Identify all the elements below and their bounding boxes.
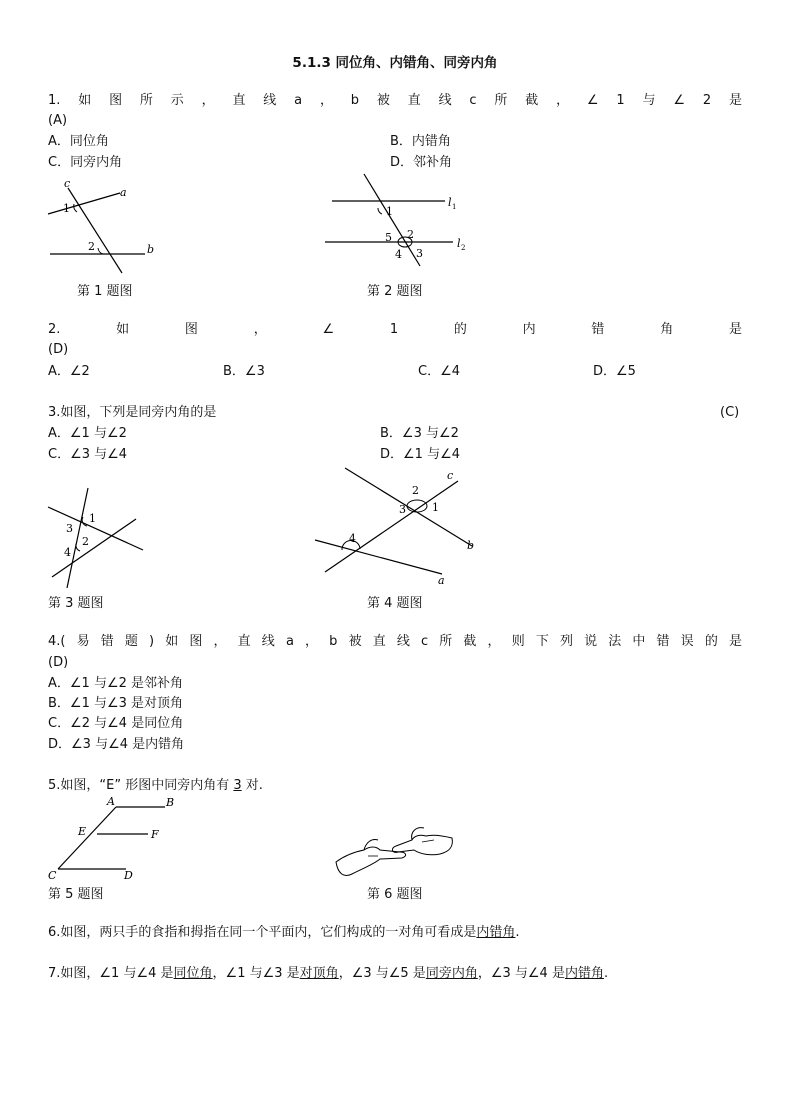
q1-stem-char: 如	[78, 93, 92, 108]
figure-2	[320, 170, 480, 270]
q4-stem-char: 图	[189, 634, 203, 649]
q4-stem-char: 所	[439, 634, 453, 649]
q1-stem-char: 所	[494, 93, 508, 108]
q3-option-d: D．∠1 与∠4	[380, 447, 460, 462]
q4-stem-char: c	[420, 634, 429, 649]
q4-stem-char: 截	[463, 634, 477, 649]
figure-4	[310, 462, 480, 592]
q2-option-d: D．∠5	[593, 364, 636, 379]
fig3-label-3: 3	[66, 522, 73, 535]
q4-stem-char: ，	[487, 634, 501, 649]
q1-stem-char: 直	[232, 93, 246, 108]
figure-3	[40, 482, 150, 592]
q1-answer: (A)	[48, 113, 68, 128]
q1-stem-char: 2	[702, 93, 712, 108]
q4-option-c: C．∠2 与∠4 是同位角	[48, 716, 184, 731]
q1-stem-char: ，	[556, 93, 570, 108]
q4-stem-char: ，	[305, 634, 319, 649]
page-title: 5.1.3 同位角、内错角、同旁内角	[292, 55, 498, 71]
q5-stem	[48, 778, 263, 794]
q2-stem-char: 内	[522, 322, 536, 337]
figure-5	[40, 793, 180, 885]
q3-option-a: A．∠1 与∠2	[48, 426, 127, 441]
q6-stem	[48, 925, 520, 941]
fig3-label-4: 4	[64, 546, 71, 559]
fig4-label-b: b	[467, 539, 475, 552]
q1-stem-char: 被	[376, 93, 390, 108]
fig1-label-a: a	[120, 186, 127, 199]
q4-option-d: D．∠3 与∠4 是内错角	[48, 737, 185, 752]
q7-stem	[48, 966, 608, 982]
q5-answer: 3	[233, 778, 242, 793]
q4-option-a: A．∠1 与∠2 是邻补角	[48, 676, 184, 691]
q2-option-b: B．∠3	[223, 364, 265, 379]
fig4-label-2: 2	[412, 484, 419, 497]
q3-answer: (C)	[720, 405, 740, 420]
fig4-label-1: 1	[432, 501, 439, 514]
q2-answer: (D)	[48, 342, 69, 357]
figure-6-hands	[330, 822, 460, 882]
q4-stem-char: )	[149, 634, 155, 649]
q1-stem-char: 所	[139, 93, 153, 108]
q4-stem-char: a	[285, 634, 294, 649]
q2-stem-char: ∠	[322, 322, 335, 337]
fig5-label-B: B	[166, 796, 175, 809]
q2-stem-char: 图	[184, 322, 198, 337]
q1-stem-char: 图	[109, 93, 123, 108]
q4-stem-char: 题	[124, 634, 138, 649]
q1-stem-char: 截	[525, 93, 539, 108]
q4-stem-char: 易	[76, 634, 90, 649]
q3-option-b: B．∠3 与∠2	[380, 426, 459, 441]
q5-text-pre: 5.如图，“E” 形图中同旁内角有	[48, 778, 234, 793]
q7-text-4: ，∠3 与∠4 是	[477, 966, 565, 981]
fig1-label-2: 2	[88, 240, 95, 253]
fig2-label-3: 3	[416, 247, 423, 260]
q1-stem-char: ，	[319, 93, 333, 108]
q4-stem-char: 直	[372, 634, 386, 649]
q4-stem	[48, 634, 742, 650]
q1-stem-char: 1.	[48, 93, 61, 108]
q4-stem-char: 则	[511, 634, 525, 649]
q7-text-1: 7.如图，∠1 与∠4 是	[48, 966, 174, 981]
q1-stem-char: 线	[263, 93, 277, 108]
q7-answer-1: 同位角	[173, 966, 213, 981]
fig5-label-C: C	[48, 869, 57, 882]
q1-option-c: C．同旁内角	[48, 155, 123, 170]
fig2-label-5: 5	[385, 231, 392, 244]
q4-stem-char: 线	[396, 634, 410, 649]
q1-stem-char: 直	[407, 93, 421, 108]
fig2-label-l1: l	[448, 196, 452, 209]
q4-stem-char: 误	[680, 634, 694, 649]
fig2-label-l2-sub: 2	[461, 244, 466, 252]
q4-stem-char: b	[329, 634, 338, 649]
fig5-label-D: D	[124, 869, 133, 882]
q2-stem-char: 错	[591, 322, 605, 337]
fig4-caption: 第 4 题图	[367, 596, 423, 611]
fig1-label-c: c	[64, 177, 71, 190]
fig2-label-l2: l	[457, 237, 461, 250]
q7-answer-3: 同旁内角	[425, 966, 478, 981]
q4-stem-char: 列	[559, 634, 573, 649]
fig2-label-2: 2	[407, 228, 414, 241]
fig5-label-A: A	[107, 795, 115, 808]
q1-stem-char: 示	[170, 93, 184, 108]
fig2-label-l1-sub: 1	[452, 203, 457, 211]
fig2-label-4: 4	[395, 248, 402, 261]
q4-stem-char: 说	[584, 634, 598, 649]
q4-answer: (D)	[48, 655, 69, 670]
q1-stem-char: 与	[642, 93, 656, 108]
q1-stem	[48, 93, 742, 109]
q2-stem-char: 是	[728, 322, 742, 337]
fig3-label-1: 1	[89, 512, 96, 525]
fig2-label-1: 1	[386, 205, 393, 218]
q4-stem-char: 如	[165, 634, 179, 649]
fig3-label-2: 2	[82, 535, 89, 548]
q1-stem-char: 1	[616, 93, 625, 108]
q4-stem-char: 直	[237, 634, 251, 649]
q2-option-a: A．∠2	[48, 364, 90, 379]
q6-text-post: .	[515, 925, 520, 940]
q4-stem-char: 被	[348, 634, 362, 649]
q1-option-b: B．内错角	[390, 134, 451, 149]
q2-stem	[48, 322, 742, 338]
q4-stem-char: 错	[656, 634, 670, 649]
q4-stem-char: ，	[213, 634, 227, 649]
q2-stem-char: 1	[389, 322, 399, 337]
fig5-label-F: F	[151, 828, 159, 841]
q4-stem-char: 法	[608, 634, 622, 649]
q6-text-pre: 6.如图，两只手的食指和拇指在同一个平面内，它们构成的一对角可看成是	[48, 925, 477, 940]
q4-stem-char: 错	[100, 634, 114, 649]
q1-stem-char: a	[294, 93, 303, 108]
fig4-label-c: c	[447, 469, 454, 482]
fig4-label-a: a	[438, 574, 445, 587]
q3-stem: 3.如图，下列是同旁内角的是	[48, 405, 217, 420]
q2-stem-char: 如	[116, 322, 130, 337]
q1-stem-char: b	[350, 93, 360, 108]
figure-1	[40, 176, 180, 276]
q2-stem-char: 的	[453, 322, 467, 337]
q4-stem-char: 中	[632, 634, 646, 649]
q1-stem-char: ，	[201, 93, 215, 108]
fig2-caption: 第 2 题图	[367, 284, 423, 299]
fig4-label-3: 3	[399, 503, 406, 516]
q7-text-5: .	[603, 966, 609, 981]
q6-answer: 内错角	[476, 925, 516, 940]
q2-option-c: C．∠4	[418, 364, 461, 379]
q1-stem-char: ∠	[673, 93, 686, 108]
q1-stem-char: 是	[728, 93, 742, 108]
fig5-caption: 第 5 题图	[48, 887, 104, 902]
q4-option-b: B．∠1 与∠3 是对顶角	[48, 696, 184, 711]
q7-text-3: ，∠3 与∠5 是	[338, 966, 426, 981]
q1-stem-char: 线	[438, 93, 452, 108]
q4-stem-char: 线	[261, 634, 275, 649]
q4-stem-char: 4.(	[48, 634, 66, 649]
fig1-label-b: b	[147, 243, 155, 256]
q2-stem-char: 2.	[48, 322, 61, 337]
q3-option-c: C．∠3 与∠4	[48, 447, 128, 462]
fig5-label-E: E	[78, 825, 87, 838]
q4-stem-char: 是	[728, 634, 742, 649]
q1-option-d: D．邻补角	[390, 155, 453, 170]
fig1-caption: 第 1 题图	[77, 284, 133, 299]
q1-stem-char: c	[469, 93, 477, 108]
fig3-caption: 第 3 题图	[48, 596, 104, 611]
q1-stem-char: ∠	[586, 93, 599, 108]
q4-stem-char: 的	[704, 634, 718, 649]
q2-stem-char: ，	[253, 322, 267, 337]
fig6-caption: 第 6 题图	[367, 887, 423, 902]
fig1-label-1: 1	[63, 202, 70, 215]
q7-answer-4: 内错角	[564, 966, 604, 981]
q1-option-a: A．同位角	[48, 134, 109, 149]
fig4-label-4: 4	[349, 532, 356, 545]
q5-text-post: 对.	[241, 778, 263, 793]
q4-stem-char: 下	[535, 634, 549, 649]
q7-text-2: ，∠1 与∠3 是	[212, 966, 300, 981]
q2-stem-char: 角	[660, 322, 674, 337]
q7-answer-2: 对顶角	[299, 966, 339, 981]
